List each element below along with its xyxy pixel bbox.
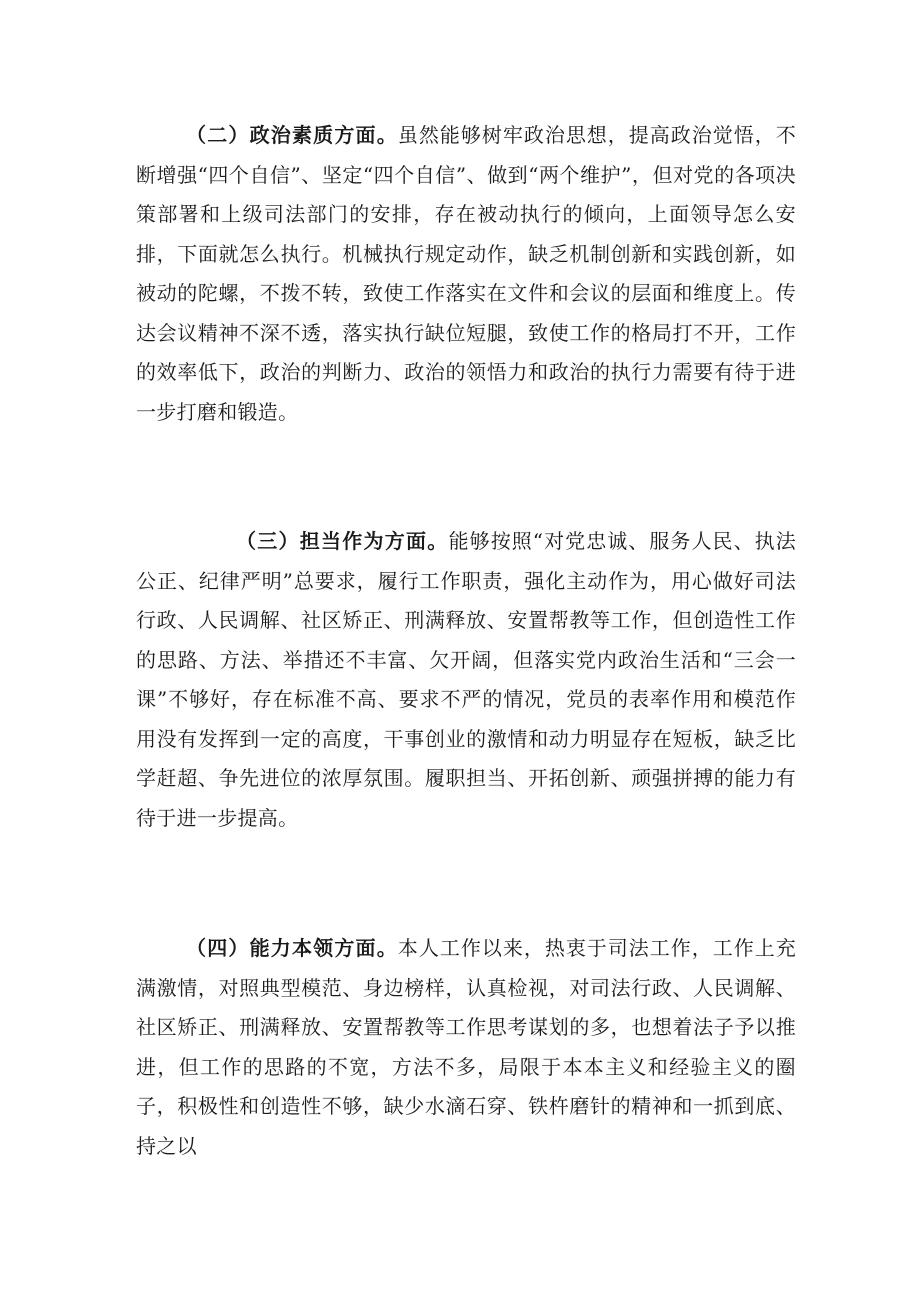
paragraph-body: 虽然能够树牢政治思想，提高政治觉悟，不断增强“四个自信”、坚定“四个自信”、做到“两个维护”，但对党的各项决策部署和上级司法部门的安排，存在被动执行的倾向，上面领导怎么安排，下面就怎么执行。机械执行规定动作，缺乏机制创新和实践创新，如被动的陀螺，不拨不转，致使工作落实在文件和会议的层面和维度上。传达会议精神不深不透，落实执行缺位短腿，致使工作的格局打不开，工作的效率低下，政治的判断力、政治的领悟力和政治的执行力需要有待于进一步打磨和锻造。 [136,123,797,424]
paragraph-body: 能够按照“对党忠诚、服务人民、执法公正、纪律严明”总要求，履行工作职责，强化主动作为，用心做好司法行政、人民调解、社区矫正、刑满释放、安置帮教等工作，但创造性工作的思路、方法、举措还不丰富、欠开阔，但落实党内政治生活和“三会一课”不够好，存在标准不高、要求不严的情况，党员的表率作用和模范作用没有发挥到一定的高度，干事创业的激情和动力明显存在短板，缺乏比学赶超、争先进位的浓厚氛围。履职担当、开拓创新、顽强拼搏的能力有待于进一步提高。 [136,529,797,830]
paragraph-ability [136,929,796,1166]
paragraph-heading: （二）政治素质方面。 [186,123,398,147]
paragraph-responsibility [136,522,796,838]
paragraph-body: 本人工作以来，热衷于司法工作，工作上充满激情，对照典型模范、身边榜样，认真检视，对司法行政、人民调解、社区矫正、刑满释放、安置帮教等工作思考谋划的多，也想着法子予以推进，但工作的思路的不宽，方法不多，局限于本本主义和经验主义的圈子，积极性和创造性不够，缺少水滴石穿、铁杵磨针的精神和一抓到底、持之以 [136,936,797,1158]
paragraph-heading: （四）能力本领方面。 [186,936,398,960]
paragraph-political-quality [136,116,796,432]
paragraph-heading: （三）担当作为方面。 [236,529,449,553]
